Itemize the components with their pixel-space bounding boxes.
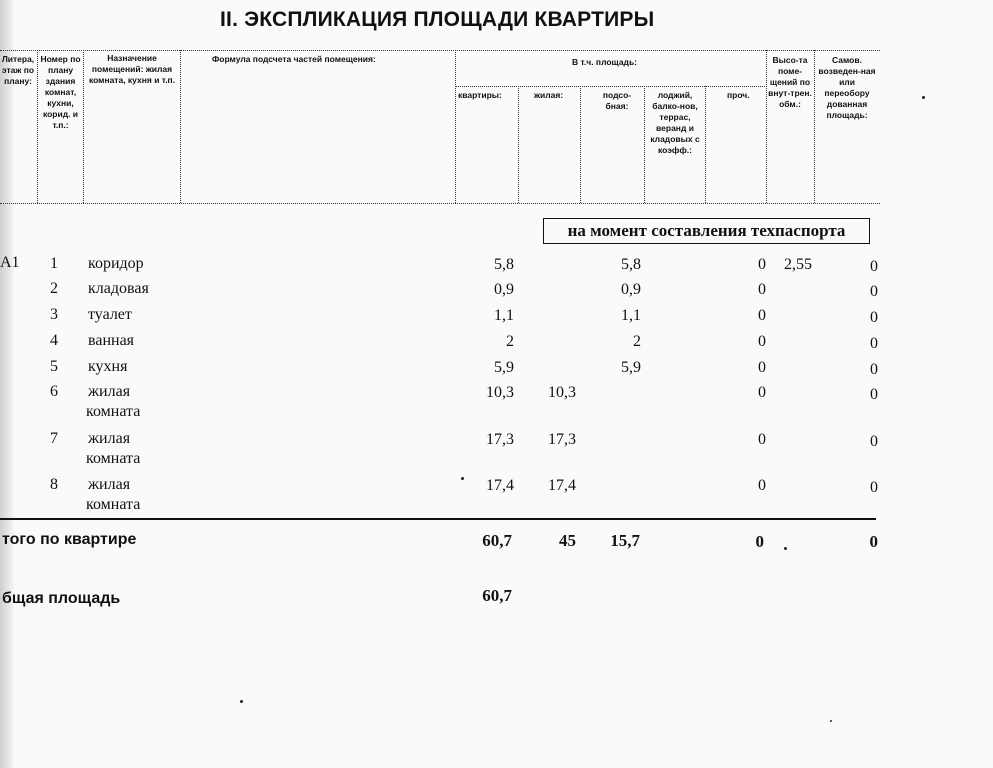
total-sam: 0: [869, 532, 878, 551]
row-sam: 0: [870, 386, 878, 403]
total-pod: 15,7: [610, 531, 640, 550]
speck: [922, 96, 925, 99]
col-divider: [455, 50, 456, 203]
header-podsobnaya: подсо-бная:: [602, 90, 632, 111]
page-title: II. ЭКСПЛИКАЦИЯ ПЛОЩАДИ КВАРТИРЫ: [220, 8, 655, 31]
total-zh: 45: [559, 531, 576, 550]
row-name-cont: комната: [86, 450, 141, 467]
header-naznachenie: Назначение помещений: жилая комната, кухня и т.п.: [88, 53, 176, 85]
row-kv: 10,3: [486, 384, 514, 401]
col-divider: [83, 50, 84, 203]
row-pod: 5,9: [621, 359, 641, 376]
row-number: 2: [50, 280, 58, 297]
row-number: 6: [50, 383, 58, 400]
row-pod: 2: [633, 333, 641, 350]
header-vtch: В т.ч. площадь:: [572, 57, 638, 67]
header-samov: Самов. возведен-ная или переобору дованная площадь:: [818, 55, 876, 120]
row-kv: 2: [506, 333, 514, 350]
header-top-line: [0, 50, 880, 51]
row-number: 5: [50, 358, 58, 375]
row-number: 7: [50, 430, 58, 447]
row-pod: 1,1: [621, 307, 641, 324]
row-lod: 0: [758, 333, 766, 350]
row-name: коридор: [88, 255, 144, 272]
row-name: кладовая: [88, 280, 149, 297]
row-sam: 0: [870, 335, 878, 352]
row-sam: 0: [870, 361, 878, 378]
row-kv: 17,4: [486, 477, 514, 494]
row-sam: 0: [870, 309, 878, 326]
obshaya-label: бщая площадь: [2, 590, 121, 607]
row-number: 8: [50, 476, 58, 493]
header-nomer: Номер по плану здания комнат, кухни, корид. и т.п.:: [40, 54, 81, 130]
row-number: 3: [50, 306, 58, 323]
col-divider: [766, 50, 767, 203]
row-name: жилая: [88, 383, 131, 400]
row-vys: 2,55: [784, 256, 812, 273]
col-divider: [518, 86, 519, 203]
row-lod: 0: [758, 307, 766, 324]
obshaya-value: 60,7: [482, 586, 512, 605]
header-vysota: Высо-та поме-щений по внут-трен. обм.:: [768, 55, 812, 109]
header-zhilaya: жилая:: [534, 90, 564, 100]
col-divider: [705, 86, 706, 203]
row-sam: 0: [870, 433, 878, 450]
header-bottom-line: [0, 203, 880, 204]
speck: [461, 477, 464, 480]
litera-value: А1: [0, 254, 20, 271]
total-label: того по квартире: [2, 531, 137, 548]
row-kv: 1,1: [494, 307, 514, 324]
header-kvartiry: квартиры:: [458, 90, 502, 100]
col-divider: [37, 50, 38, 203]
row-kv: 17,3: [486, 431, 514, 448]
row-lod: 0: [758, 359, 766, 376]
header-sub-line: [455, 86, 765, 87]
row-sam: 0: [870, 283, 878, 300]
total-lod: 0: [755, 532, 764, 551]
row-name-cont: комната: [86, 403, 141, 420]
col-divider: [580, 86, 581, 203]
row-lod: 0: [758, 384, 766, 401]
page-edge-shadow: [0, 0, 14, 768]
total-kv: 60,7: [482, 531, 512, 550]
row-pod: 0,9: [621, 281, 641, 298]
row-name: жилая: [88, 476, 131, 493]
speck: [240, 700, 243, 703]
row-lod: 0: [758, 477, 766, 494]
row-zh: 10,3: [548, 384, 576, 401]
header-litera: Литера, этаж по плану:: [1, 54, 35, 86]
col-divider: [180, 50, 181, 203]
row-sam: 0: [870, 479, 878, 496]
row-kv: 0,9: [494, 281, 514, 298]
total-separator: [0, 518, 876, 520]
col-divider: [644, 86, 645, 203]
row-lod: 0: [758, 431, 766, 448]
header-proch: проч.: [727, 90, 750, 100]
row-name-cont: комната: [86, 496, 141, 513]
row-name: жилая: [88, 430, 131, 447]
row-name: туалет: [88, 306, 132, 323]
row-number: 4: [50, 332, 58, 349]
row-lod: 0: [758, 281, 766, 298]
row-kv: 5,8: [494, 256, 514, 273]
row-kv: 5,9: [494, 359, 514, 376]
header-formula: Формула подсчета частей помещения:: [212, 54, 376, 64]
header-lodzhii: лоджий, балко-нов, террас, веранд и кладовых с коэфф.:: [650, 90, 700, 155]
speck: [830, 720, 832, 722]
row-name: кухня: [88, 358, 128, 375]
row-zh: 17,4: [548, 477, 576, 494]
row-lod: 0: [758, 256, 766, 273]
col-divider: [814, 50, 815, 203]
speck: [784, 547, 787, 550]
row-zh: 17,3: [548, 431, 576, 448]
row-name: ванная: [88, 332, 135, 349]
section-label-box: на момент составления техпаспорта: [543, 218, 870, 244]
row-number: 1: [50, 255, 58, 272]
row-pod: 5,8: [621, 256, 641, 273]
row-sam: 0: [870, 258, 878, 275]
